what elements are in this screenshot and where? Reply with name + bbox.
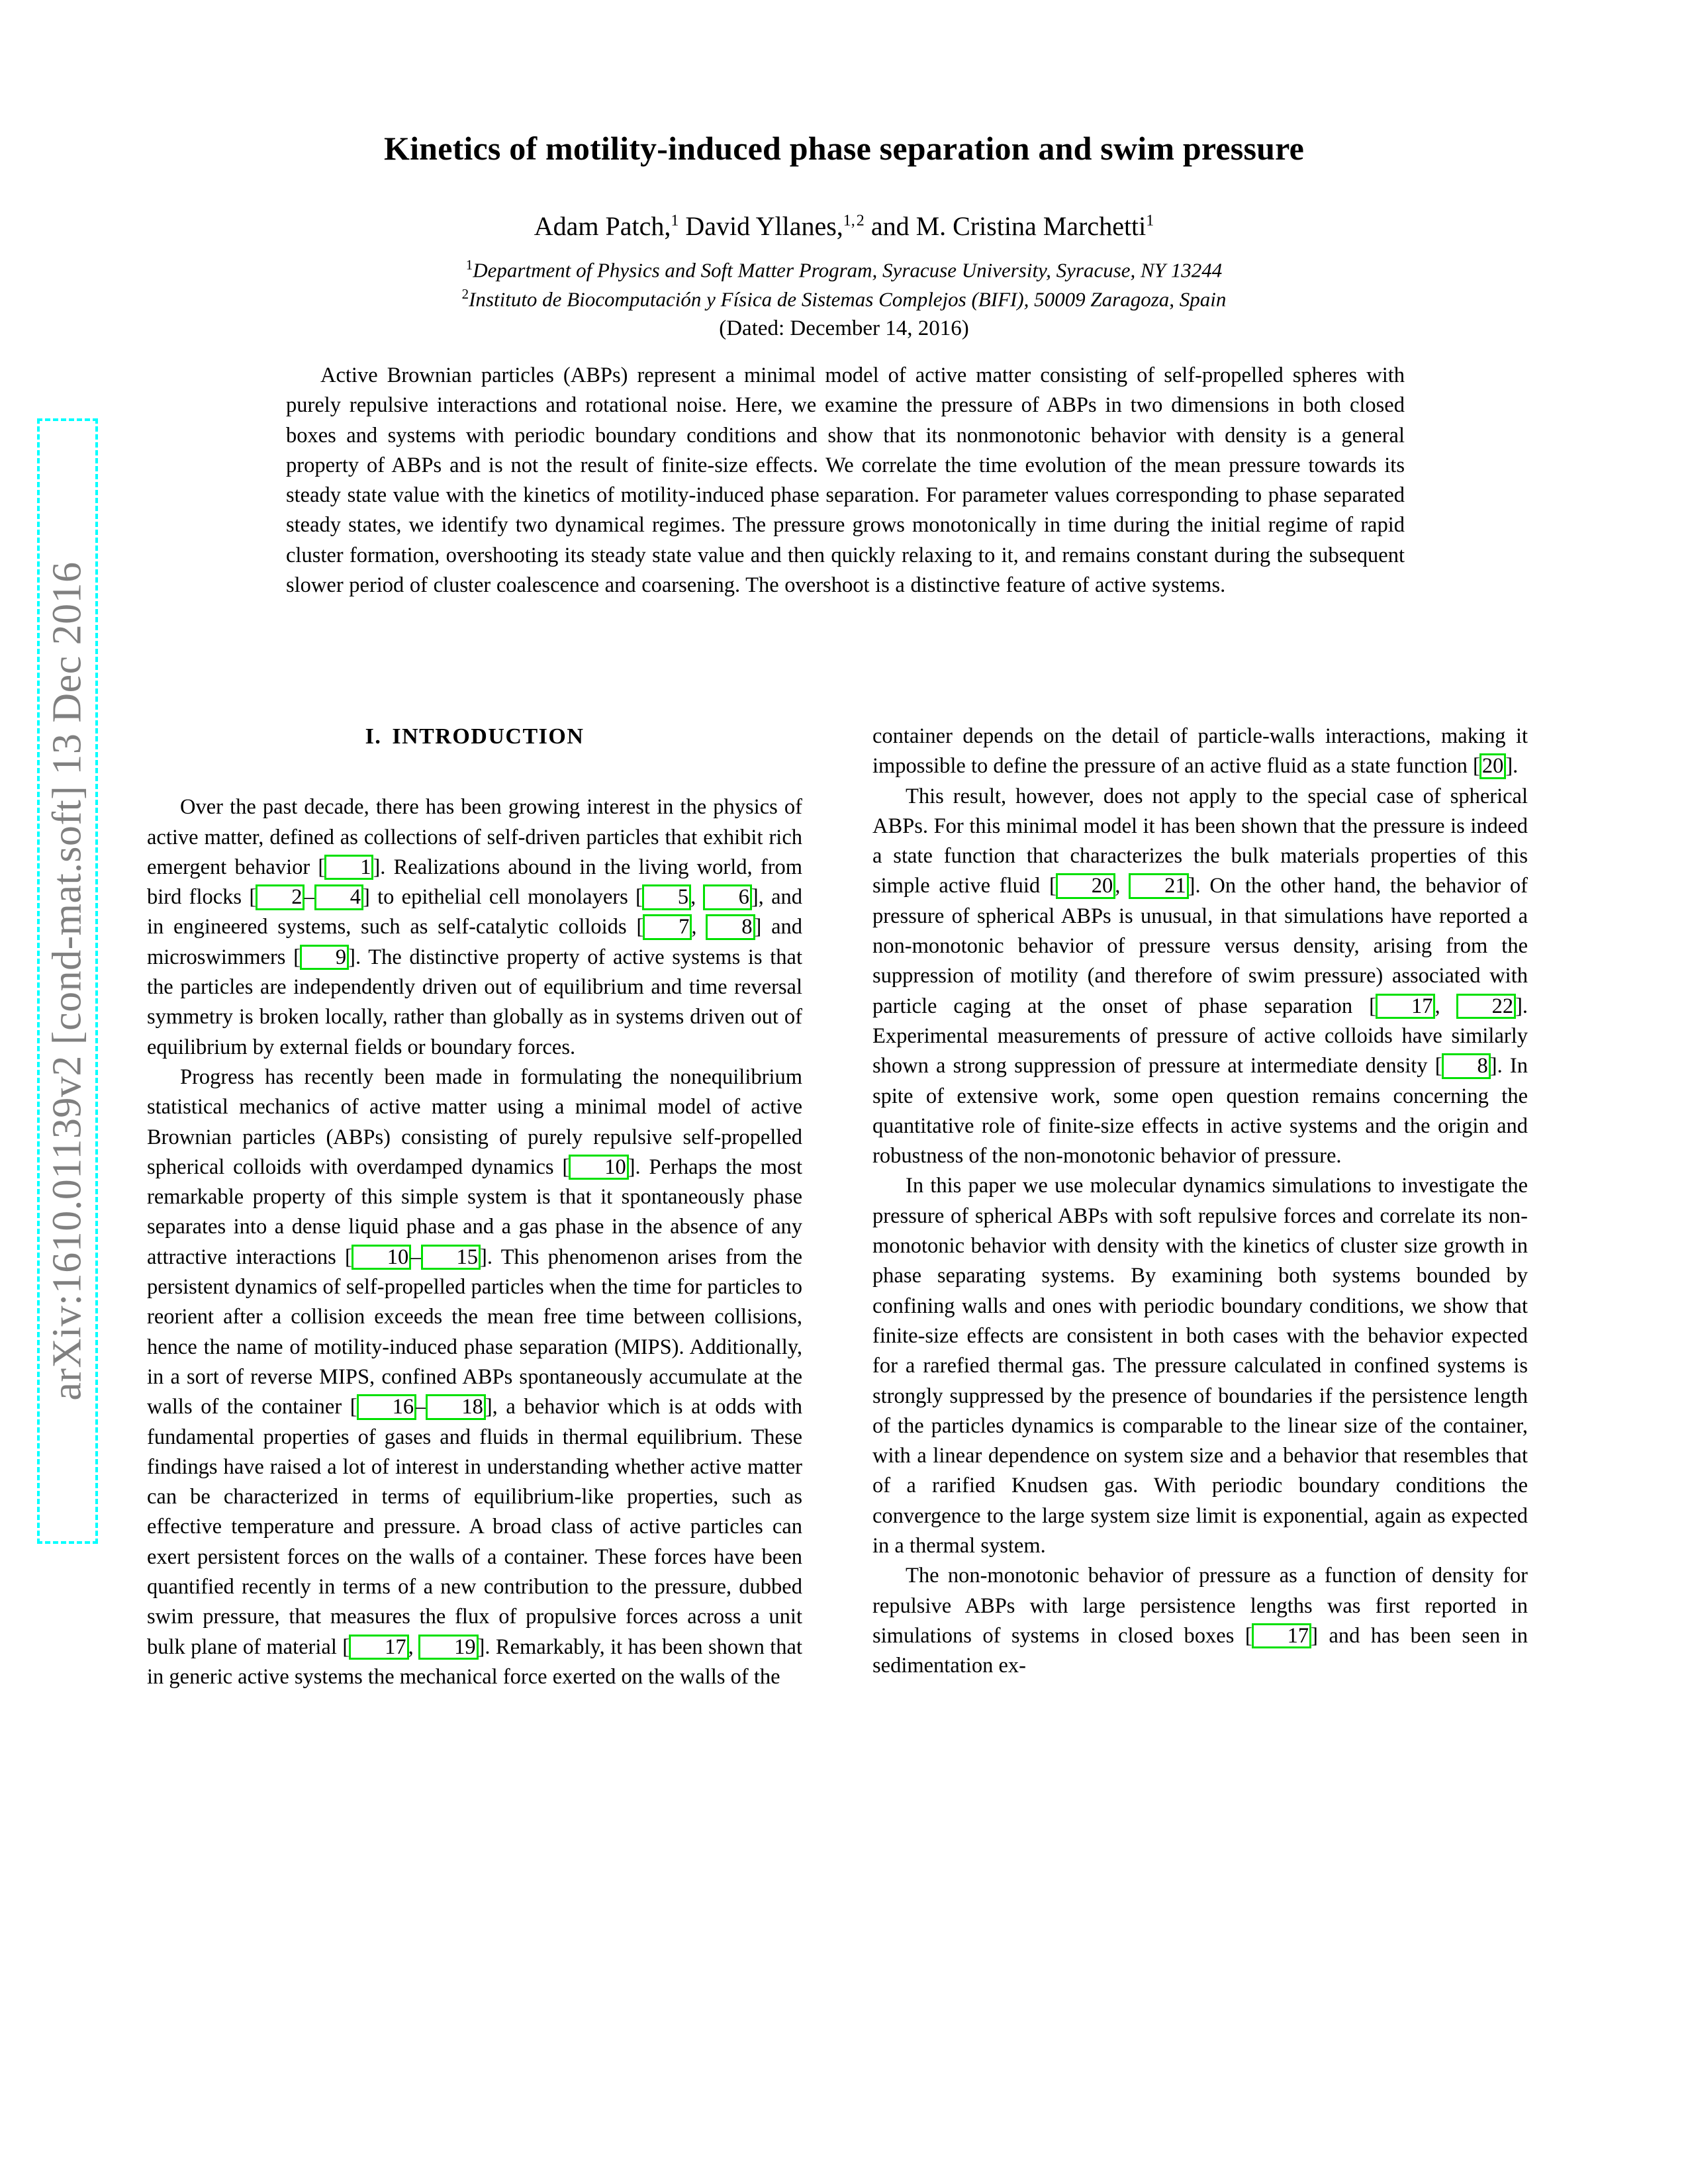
affiliation-1-marker: 1 bbox=[465, 257, 473, 273]
text-run: ], and in engineered systems, such as self-catalytic colloids [ bbox=[147, 885, 803, 939]
author-2-affil-marker: 1, 2 bbox=[843, 212, 865, 230]
text-run: ]. bbox=[1505, 754, 1519, 779]
text-run: container depends on the detail of particle-walls interactions, making it impossible to define the pressure of an active fluid as a state function [ bbox=[872, 724, 1528, 779]
text-run: , bbox=[690, 885, 704, 910]
text-run: ], a behavior which is at odds with fundamental properties of gases and fluids in thermal equilibrium. These findings have raised a lot of interest in understanding whether active matter can be characterized in terms of equilibrium-like properties, such as effective temperature and pressure. A broad class of active particles can exert persistent forces on the walls of a container. These forces have been quantified recently in terms of a new contribution to the pressure, dubbed swim pressure, that measures the flux of propulsive forces across a unit bulk plane of material [ bbox=[147, 1395, 802, 1659]
text-run: ]. On the other hand, the behavior of pressure of spherical ABPs is unusual, in that simulations have reported a non-monotonic behavior of pressure versus density, arising from the suppression of motility (and therefore of swim pressure) associated with particle caging at the onset of phase separation [ bbox=[872, 874, 1528, 1018]
affiliation-1-text: Department of Physics and Soft Matter Program, Syracuse University, Syracuse, NY 13244 bbox=[473, 258, 1223, 282]
text-run: ]. The distinctive property of active systems is that the particles are independently driven out of equilibrium and time reversal symmetry is broken locally, rather than globally as in systems driven out of equilibrium by external fields or boundary forces. bbox=[147, 945, 802, 1059]
citation-link[interactable]: 6 bbox=[703, 884, 752, 910]
page-title: Kinetics of motility-induced phase separation and swim pressure bbox=[384, 130, 1304, 167]
citation-link[interactable]: 1 bbox=[324, 855, 373, 880]
text-run: – bbox=[410, 1245, 422, 1269]
text-run: ] and has been seen in sedimentation ex- bbox=[872, 1623, 1528, 1678]
citation-link[interactable]: 19 bbox=[418, 1635, 479, 1660]
text-run: This result, however, does not apply to the special case of spherical ABPs. For this minimal model it has been shown that the pressure is indeed a state function that characterizes the bulk materials properties of this simple active fluid [ bbox=[872, 784, 1528, 898]
citation-link[interactable]: 2 bbox=[256, 884, 305, 910]
section-number: I. bbox=[365, 724, 382, 749]
affiliation-2 bbox=[265, 286, 1423, 311]
citation-link[interactable]: 17 bbox=[349, 1635, 409, 1660]
citation-link[interactable]: 8 bbox=[706, 914, 755, 940]
author-3: and M. Cristina Marchetti bbox=[870, 211, 1147, 241]
author-2: David Yllanes, bbox=[685, 211, 843, 241]
abstract: Active Brownian particles (ABPs) represent a minimal model of active matter consisting of self-propelled spheres with purely repulsive interactions and rotational noise. Here, we examine the pressure of ABPs in two dimensions in both closed boxes and systems with periodic boundary conditions and show that its nonmonotonic behavior with density is a general property of ABPs and is not the result of finite-size effects. We correlate the time evolution of the mean pressure towards its steady state value with the kinetics of motility-induced phase separation. For parameter values corresponding to phase separated steady states, we identify two dynamical regimes. The pressure grows monotonically in time during the initial regime of rapid cluster formation, overshooting its steady state value and then quickly relaxing to it, and remains constant during the subsequent slower period of cluster coalescence and coarsening. The overshoot is a distinctive feature of active systems. bbox=[286, 363, 1405, 598]
text-run: ]. This phenomenon arises from the persistent dynamics of self-propelled particles when the time for particles to reorient after a collision exceeds the mean free time between collisions, hence the name of motility-induced phase separation (MIPS). Additionally, in a sort of reverse MIPS, confined ABPs spontaneously accumulate at the walls of the container [ bbox=[147, 1245, 802, 1419]
author-3-affil-marker: 1 bbox=[1146, 212, 1154, 230]
text-run: The non-monotonic behavior of pressure as a function of density for repulsive ABPs with large persistence lengths was first reported in simulations of systems in closed boxes [ bbox=[872, 1564, 1528, 1648]
citation-link[interactable]: 8 bbox=[1442, 1053, 1491, 1079]
author-1: Adam Patch, bbox=[534, 211, 671, 241]
paragraph bbox=[147, 792, 802, 1063]
citation-link[interactable]: 9 bbox=[300, 945, 349, 971]
text-run: – bbox=[416, 1395, 427, 1419]
citation-link[interactable]: 17 bbox=[1376, 994, 1436, 1020]
author-1-affil-marker: 1 bbox=[671, 212, 679, 230]
text-run: ]. Realizations abound in the living world, from bird flocks [ bbox=[147, 855, 802, 910]
text-run: ] to epithelial cell monolayers [ bbox=[362, 885, 643, 910]
paragraph bbox=[147, 1063, 802, 1692]
citation-link[interactable]: 5 bbox=[642, 884, 691, 910]
text-run: , bbox=[408, 1635, 420, 1659]
text-run: ] and microswimmers [ bbox=[147, 915, 803, 969]
text-run: , bbox=[1434, 994, 1457, 1018]
affiliation-2-marker: 2 bbox=[461, 286, 469, 302]
citation-link[interactable]: 22 bbox=[1456, 994, 1517, 1020]
body-column-right bbox=[872, 722, 1528, 1682]
author-list bbox=[265, 211, 1423, 242]
arxiv-stamp-text: arXiv:1610.01139v2 [cond-mat.soft] 13 Dec 2016 bbox=[44, 561, 90, 1401]
text-run: – bbox=[304, 885, 315, 910]
text-run: Over the past decade, there has been growing interest in the physics of active matter, defined as collections of self-driven particles that exhibit rich emergent behavior [ bbox=[147, 795, 802, 879]
text-run: , bbox=[691, 915, 707, 939]
paragraph bbox=[872, 1561, 1528, 1681]
paragraph bbox=[872, 722, 1528, 782]
section-title: INTRODUCTION bbox=[392, 724, 585, 749]
citation-link[interactable]: 7 bbox=[643, 914, 692, 940]
text-run: ]. Perhaps the most remarkable property of this simple system is that it spontaneously phase separates into a dense liquid phase and a gas phase in the absence of any attractive interactions [ bbox=[147, 1155, 802, 1269]
text-run: ]. Experimental measurements of pressure of active colloids have similarly shown a strong suppression of pressure at intermediate density [ bbox=[872, 994, 1528, 1078]
text-run: ]. In spite of extensive work, some open question remains concerning the quantitative role of finite-size effects in active systems and the origin and robustness of the non-monotonic behavior of pressure. bbox=[872, 1054, 1528, 1168]
text-run: , bbox=[1115, 874, 1130, 898]
body-column-left bbox=[147, 722, 802, 1692]
citation-link[interactable]: 20 bbox=[1056, 873, 1116, 899]
citation-link[interactable]: 21 bbox=[1129, 873, 1189, 899]
citation-link[interactable]: 16 bbox=[357, 1394, 417, 1420]
section-heading-introduction bbox=[147, 722, 802, 751]
citation-link[interactable]: 10 bbox=[352, 1245, 412, 1270]
dated-line: (Dated: December 14, 2016) bbox=[719, 316, 969, 340]
citation-link[interactable]: 20 bbox=[1479, 753, 1507, 779]
affiliation-2-text: Instituto de Biocomputación y Física de Sistemas Complejos (BIFI), 50009 Zaragoza, Spain bbox=[469, 287, 1227, 311]
affiliation-1 bbox=[265, 257, 1423, 282]
citation-link[interactable]: 18 bbox=[426, 1394, 486, 1420]
citation-link[interactable]: 15 bbox=[421, 1245, 481, 1270]
paragraph bbox=[872, 782, 1528, 1172]
paragraph: In this paper we use molecular dynamics simulations to investigate the pressure of spherical ABPs with soft repulsive forces and correlate its non-monotonic behavior with density with the kinetics of cluster size growth in phase separating systems. By examining both systems bounded by confining walls and ones with periodic boundary conditions, we show that finite-size effects are consistent in both cases with the behavior expected for a rarefied thermal gas. The pressure calculated in confined systems is strongly suppressed by the presence of boundaries if the persistence length of the particles dynamics is comparable to the linear size of the container, with a linear dependence on system size and a behavior that resembles that of a rarified Knudsen gas. With periodic boundary conditions the convergence to the large system size limit is exponential, again as expected in a thermal system. bbox=[872, 1174, 1528, 1558]
citation-link[interactable]: 4 bbox=[314, 884, 363, 910]
text-run: ]. Remarkably, it has been shown that in generic active systems the mechanical force exerted on the walls of the bbox=[147, 1635, 803, 1689]
citation-link[interactable]: 10 bbox=[569, 1155, 629, 1180]
text-run: Progress has recently been made in formulating the nonequilibrium statistical mechanics of active matter using a minimal model of active Brownian particles (ABPs) consisting of purely repulsive self-propelled spherical colloids with overdamped dynamics [ bbox=[147, 1065, 802, 1179]
citation-link[interactable]: 17 bbox=[1252, 1623, 1312, 1649]
